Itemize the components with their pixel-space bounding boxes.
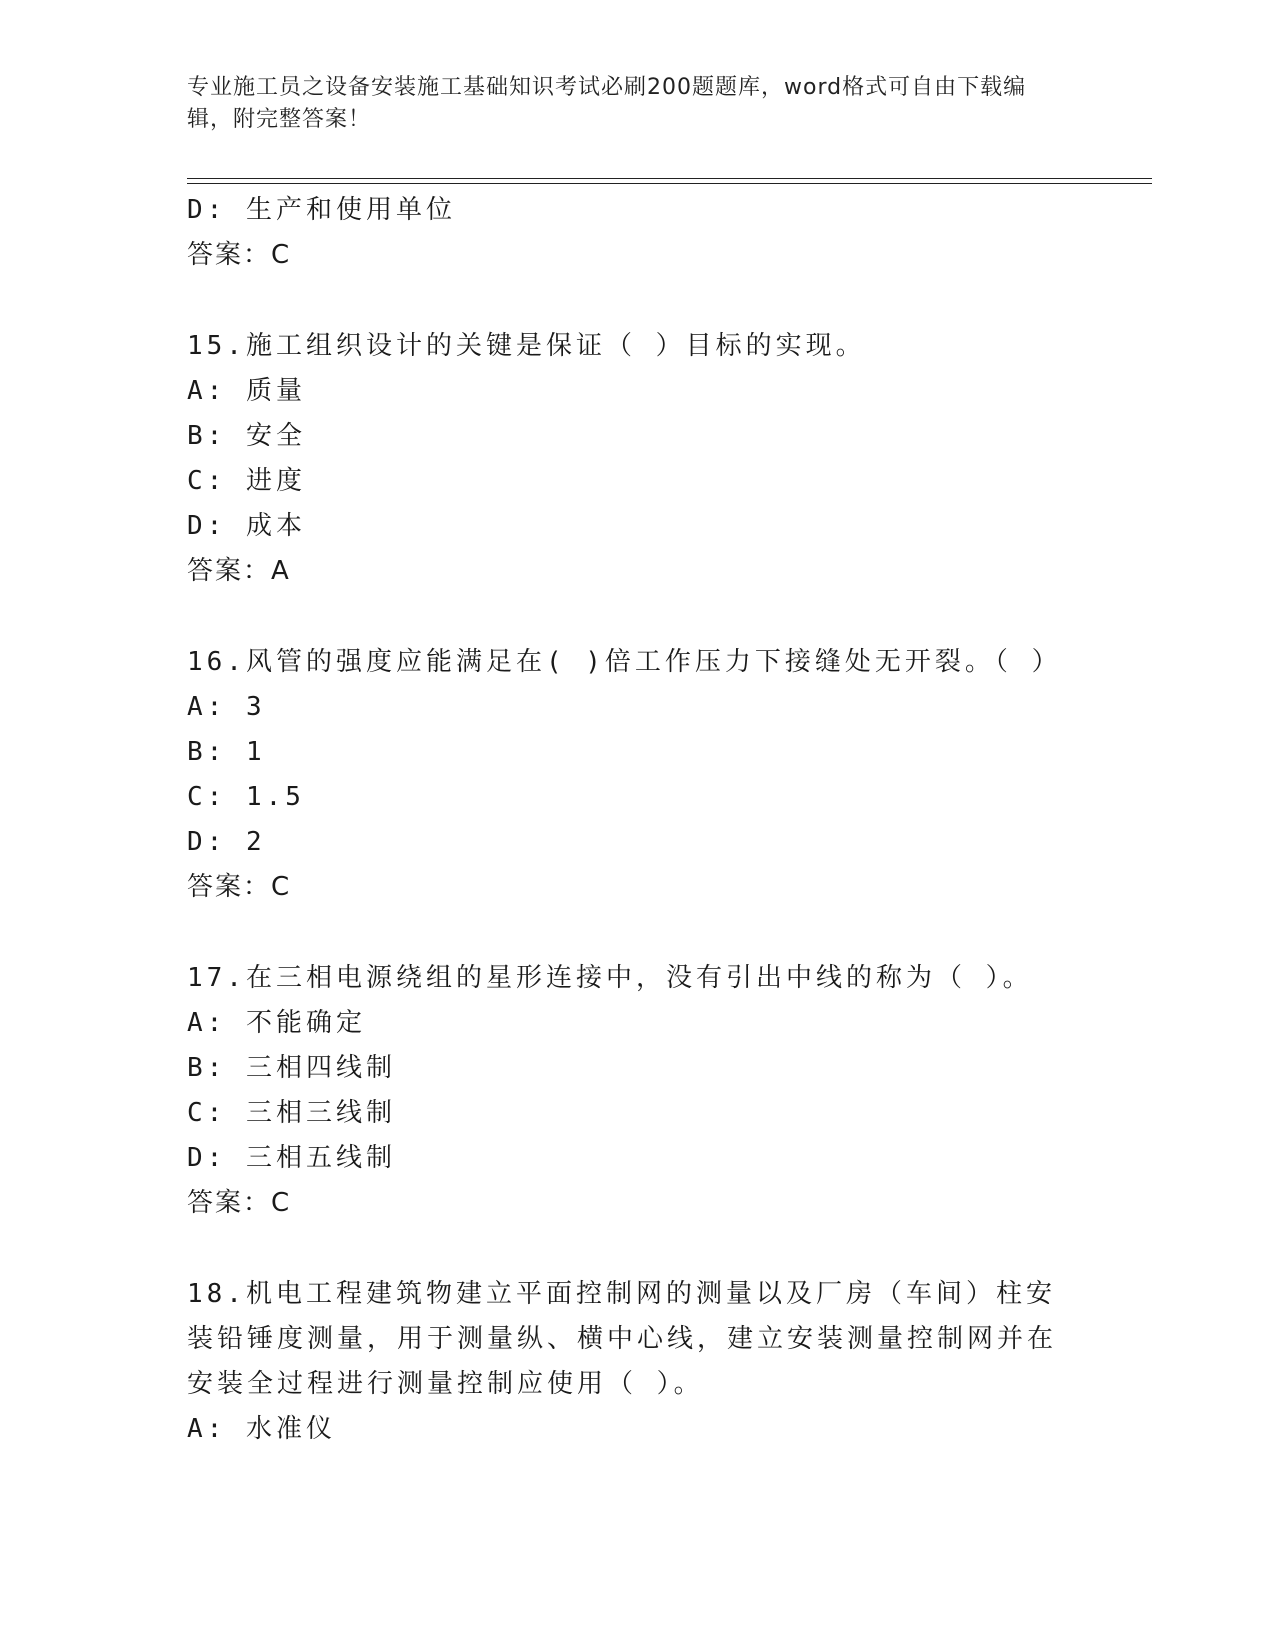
option-a: A: 水准仪 (187, 1414, 336, 1444)
question-list (187, 188, 1087, 1452)
option-d: D: 成本 (187, 511, 306, 541)
spacer (187, 278, 1087, 324)
document-header: 专业施工员之设备安装施工基础知识考试必刷200题题库，word格式可自由下载编辑，附完整答案！ (187, 75, 1027, 132)
answer: 答案：C (187, 240, 292, 270)
option-b: B: 1 (187, 737, 266, 767)
question-17-text: 17.在三相电源绕组的星形连接中，没有引出中线的称为（ ）。 (187, 963, 1033, 993)
option-d: D: 生产和使用单位 (187, 195, 456, 225)
answer: 答案：C (187, 1188, 292, 1218)
question-18-text: 18.机电工程建筑物建立平面控制网的测量以及厂房（车间）柱安装铅锤度测量，用于测量纵、横中心线，建立安装测量控制网并在安装全过程进行测量控制应使用（ ）。 (187, 1279, 1058, 1399)
answer: 答案：A (187, 556, 291, 586)
option-a: A: 质量 (187, 376, 306, 406)
spacer (187, 1226, 1087, 1272)
option-b: B: 安全 (187, 421, 306, 451)
header-divider-bottom (187, 183, 1152, 184)
option-c: C: 进度 (187, 466, 306, 496)
answer: 答案：C (187, 872, 292, 902)
option-a: A: 3 (187, 692, 266, 722)
option-b: B: 三相四线制 (187, 1053, 396, 1083)
option-c: C: 三相三线制 (187, 1098, 396, 1128)
header-divider-top (187, 178, 1152, 179)
option-c: C: 1.5 (187, 782, 305, 812)
option-d: D: 三相五线制 (187, 1143, 396, 1173)
spacer (187, 910, 1087, 956)
question-16-text: 16.风管的强度应能满足在( )倍工作压力下接缝处无开裂。（ ） (187, 647, 1062, 677)
spacer (187, 594, 1087, 640)
option-d: D: 2 (187, 827, 266, 857)
option-a: A: 不能确定 (187, 1008, 366, 1038)
question-15-text: 15.施工组织设计的关键是保证（ ）目标的实现。 (187, 331, 866, 361)
